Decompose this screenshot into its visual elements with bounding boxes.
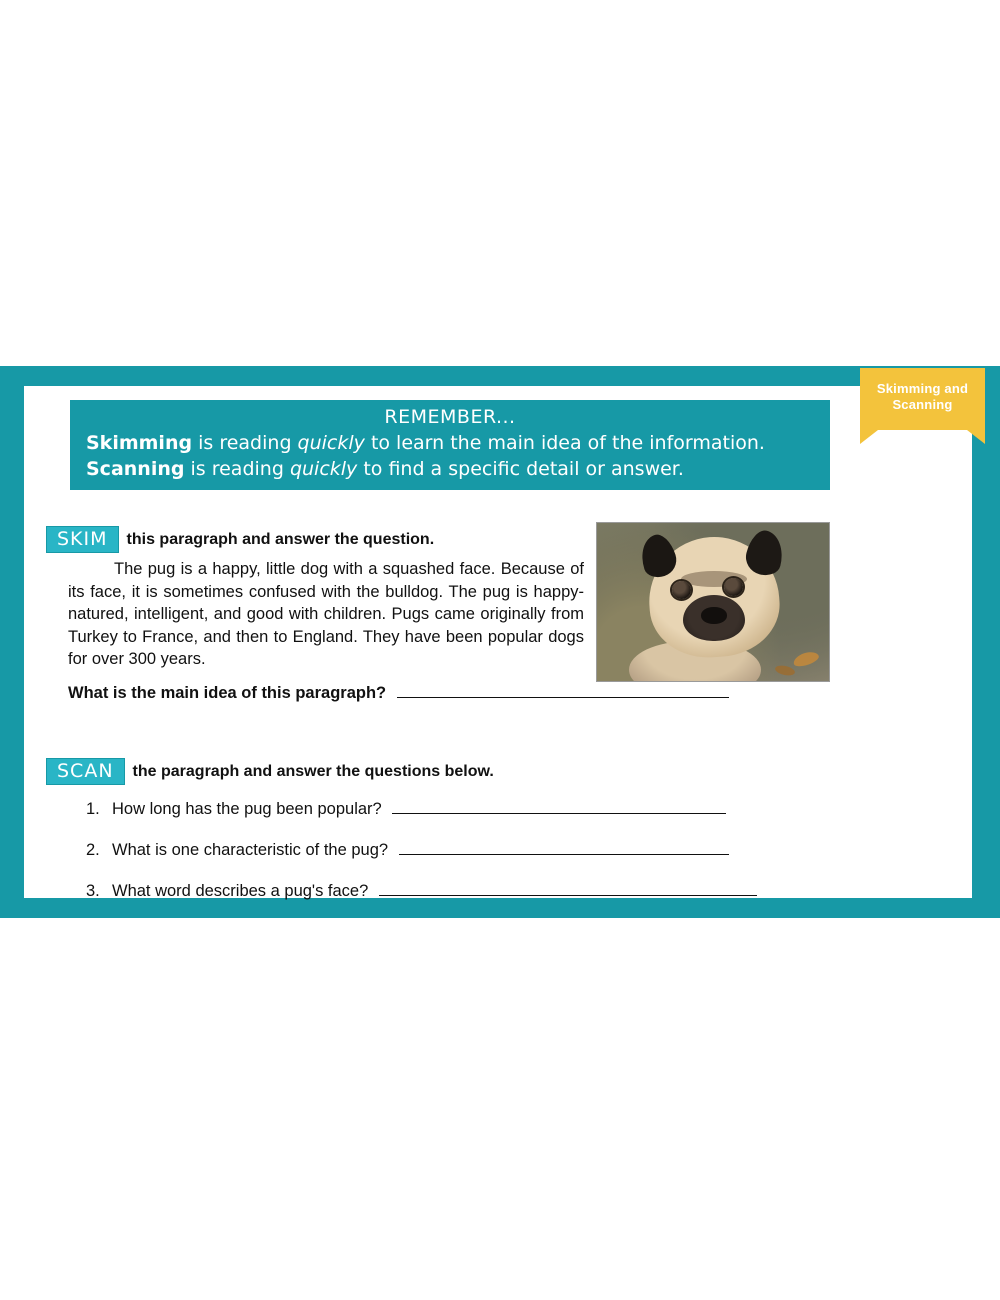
remember-skimming-text1: is reading — [192, 432, 298, 454]
remember-skimming-text2: to learn the main idea of the information. — [364, 432, 765, 454]
remember-box — [70, 400, 830, 490]
worksheet-card — [22, 384, 974, 900]
remember-scanning-italic: quickly — [289, 458, 358, 480]
scan-answer-line[interactable] — [392, 801, 726, 814]
corner-tab-label: Skimming and Scanning — [876, 381, 969, 412]
tab-notch-left-icon — [860, 430, 878, 444]
scan-question-row — [86, 800, 726, 819]
skim-tag: SKIM — [46, 526, 119, 553]
remember-skimming-italic: quickly — [297, 432, 365, 454]
scan-question-number: 1. — [86, 800, 100, 818]
skim-instruction-row — [46, 526, 434, 553]
scan-question-number: 3. — [86, 882, 100, 900]
remember-skimming-keyword: Skimming — [86, 432, 193, 454]
main-idea-question-row — [68, 684, 729, 703]
scan-answer-line[interactable] — [399, 842, 729, 855]
remember-scanning-keyword: Scanning — [86, 458, 185, 480]
main-idea-answer-line[interactable] — [397, 685, 729, 698]
scan-instruction-text: the paragraph and answer the questions below. — [132, 762, 494, 780]
scan-question-text: What word describes a pug's face? — [112, 882, 369, 900]
pug-eye-left — [672, 581, 691, 599]
remember-line-scanning — [80, 456, 820, 482]
scan-question-row — [86, 882, 757, 901]
remember-line-skimming — [80, 430, 820, 456]
scan-tag: SCAN — [46, 758, 125, 785]
corner-tab-skimming-and-scanning[interactable] — [860, 368, 985, 430]
scan-instruction-row — [46, 758, 494, 785]
scan-question-number: 2. — [86, 841, 100, 859]
skim-paragraph: The pug is a happy, little dog with a squashed face. Because of its face, it is sometimes confused with the bulldog. The pug is happy-natured, intelligent, and good with children. Pugs came originally from Turkey to France, and then to England. They have been popular dogs for over 300 years. — [68, 560, 584, 668]
remember-scanning-text1: is reading — [184, 458, 290, 480]
scan-question-row — [86, 841, 729, 860]
skim-instruction-text: this paragraph and answer the question. — [126, 530, 435, 548]
tab-notch-right-icon — [967, 430, 985, 444]
main-idea-question-label: What is the main idea of this paragraph? — [68, 684, 387, 702]
pug-photo — [596, 522, 830, 682]
scan-question-text: What is one characteristic of the pug? — [112, 841, 389, 859]
remember-title: REMEMBER... — [384, 406, 516, 428]
scan-question-text: How long has the pug been popular? — [112, 800, 382, 818]
scan-answer-line[interactable] — [379, 883, 757, 896]
remember-scanning-text2: to find a specific detail or answer. — [357, 458, 684, 480]
pug-eye-right — [724, 578, 743, 596]
pug-nose — [701, 607, 727, 624]
